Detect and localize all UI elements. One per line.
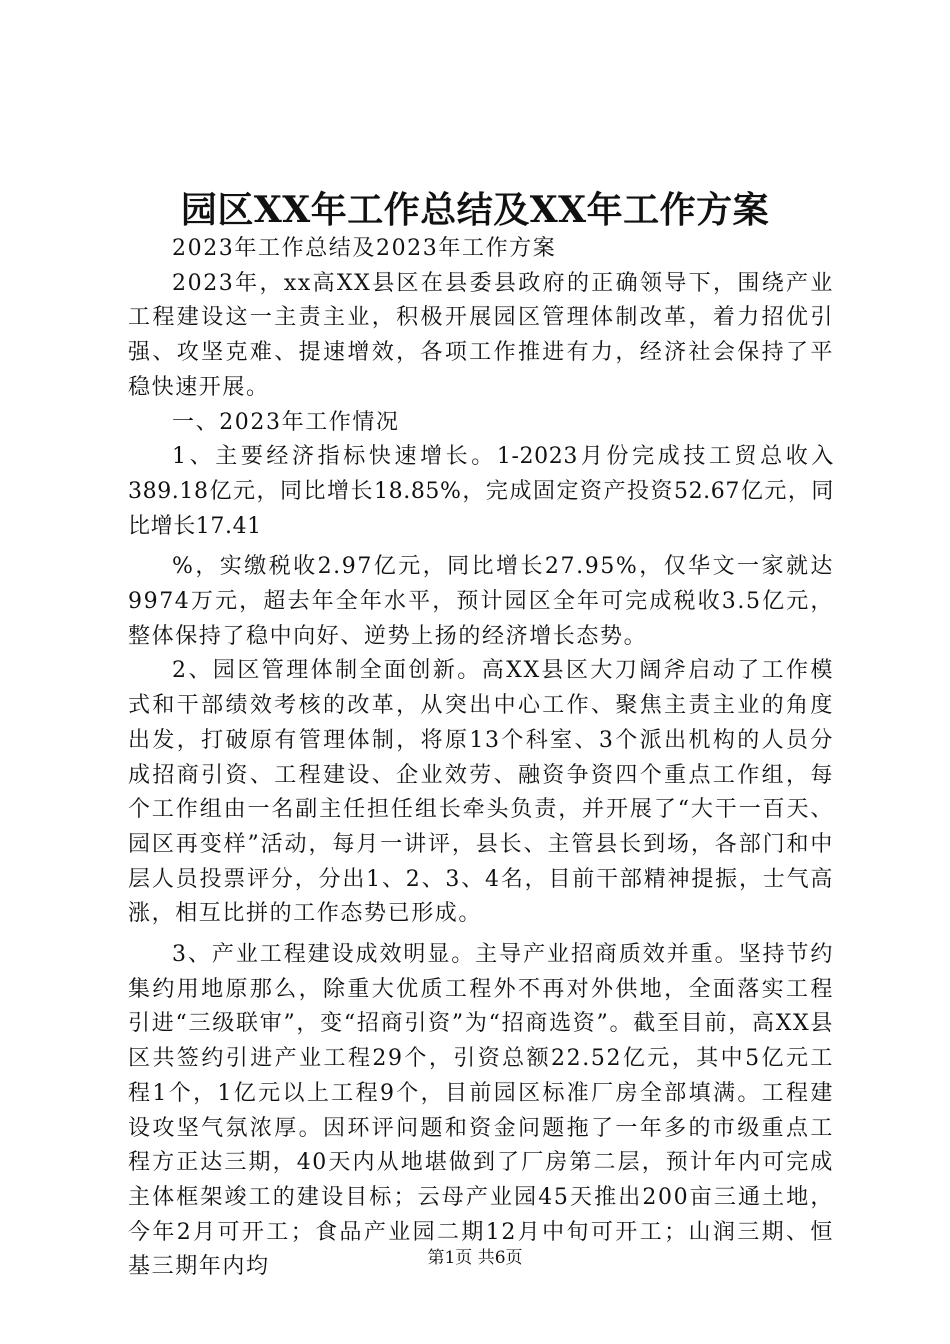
document-body xyxy=(128,232,834,1285)
paragraph-management-reform: 2、园区管理体制全面创新。高XX县区大刀阔斧启动了工作模式和干部绩效考核的改革，从突出中心工作、聚焦主责主业的角度出发，打破原有管理体制，将原13个科室、3个派出机构的人员分成招商引资、工程建设、企业效劳、融资争资四个重点工作组，每个工作组由一名副主任担任组长牵头负责，并开展了“大干一百天、园区再变样”活动，每月一讲评，县长、主管县长到场，各部门和中层人员投票评分，分出1、2、3、4名，目前干部精神提振，士气高涨，相互比拼的工作态势已形成。 xyxy=(128,658,834,927)
paragraph-tax-revenue: %，实缴税收2.97亿元，同比增长27.95%，仅华文一家就达9974万元，超去年全年水平，预计园区全年可完成税收3.5亿元，整体保持了稳中向好、逆势上扬的经济增长态势。 xyxy=(128,554,834,649)
paragraph-economic-indicators: 1、主要经济指标快速增长。1-2023月份完成技工贸总收入389.18亿元，同比增长18.85%，完成固定资产投资52.67亿元，同比增长17.41 xyxy=(128,444,834,539)
paragraph-industrial-projects: 3、产业工程建设成效明显。主导产业招商质效并重。坚持节约集约用地原那么，除重大优质工程外不再对外供地，全面落实工程引进“三级联审”，变“招商引资”为“招商选资”。截至目前，高XX县区共签约引进产业工程29个，引资总额22.52亿元，其中5亿元工程1个，1亿元以上工程9个，目前园区标准厂房全部填满。工程建设攻坚气氛浓厚。因环评问题和资金问题拖了一年多的市级重点工程方正达三期，40天内从地堪做到了厂房第二层，预计年内可完成主体框架竣工的建设目标；云母产业园45天推出200亩三通土地，今年2月可开工；食品产业园二期12月中旬可开工；山润三期、恒基三期年内均 xyxy=(128,942,834,1280)
subtitle-paragraph: 2023年工作总结及2023年工作方案 xyxy=(172,236,557,261)
section-heading: 一、2023年工作情况 xyxy=(172,409,400,435)
document-title: 园区XX年工作总结及XX年工作方案 xyxy=(180,189,770,231)
page-footer: 第1页 共6页 xyxy=(427,1248,523,1268)
intro-paragraph: 2023年，xx高XX县区在县委县政府的正确领导下，围绕产业工程建设这一主责主业，积极开展园区管理体制改革，着力招优引强、攻坚克难、提速增效，各项工作推进有力，经济社会保持了平稳快速开展。 xyxy=(128,270,834,400)
